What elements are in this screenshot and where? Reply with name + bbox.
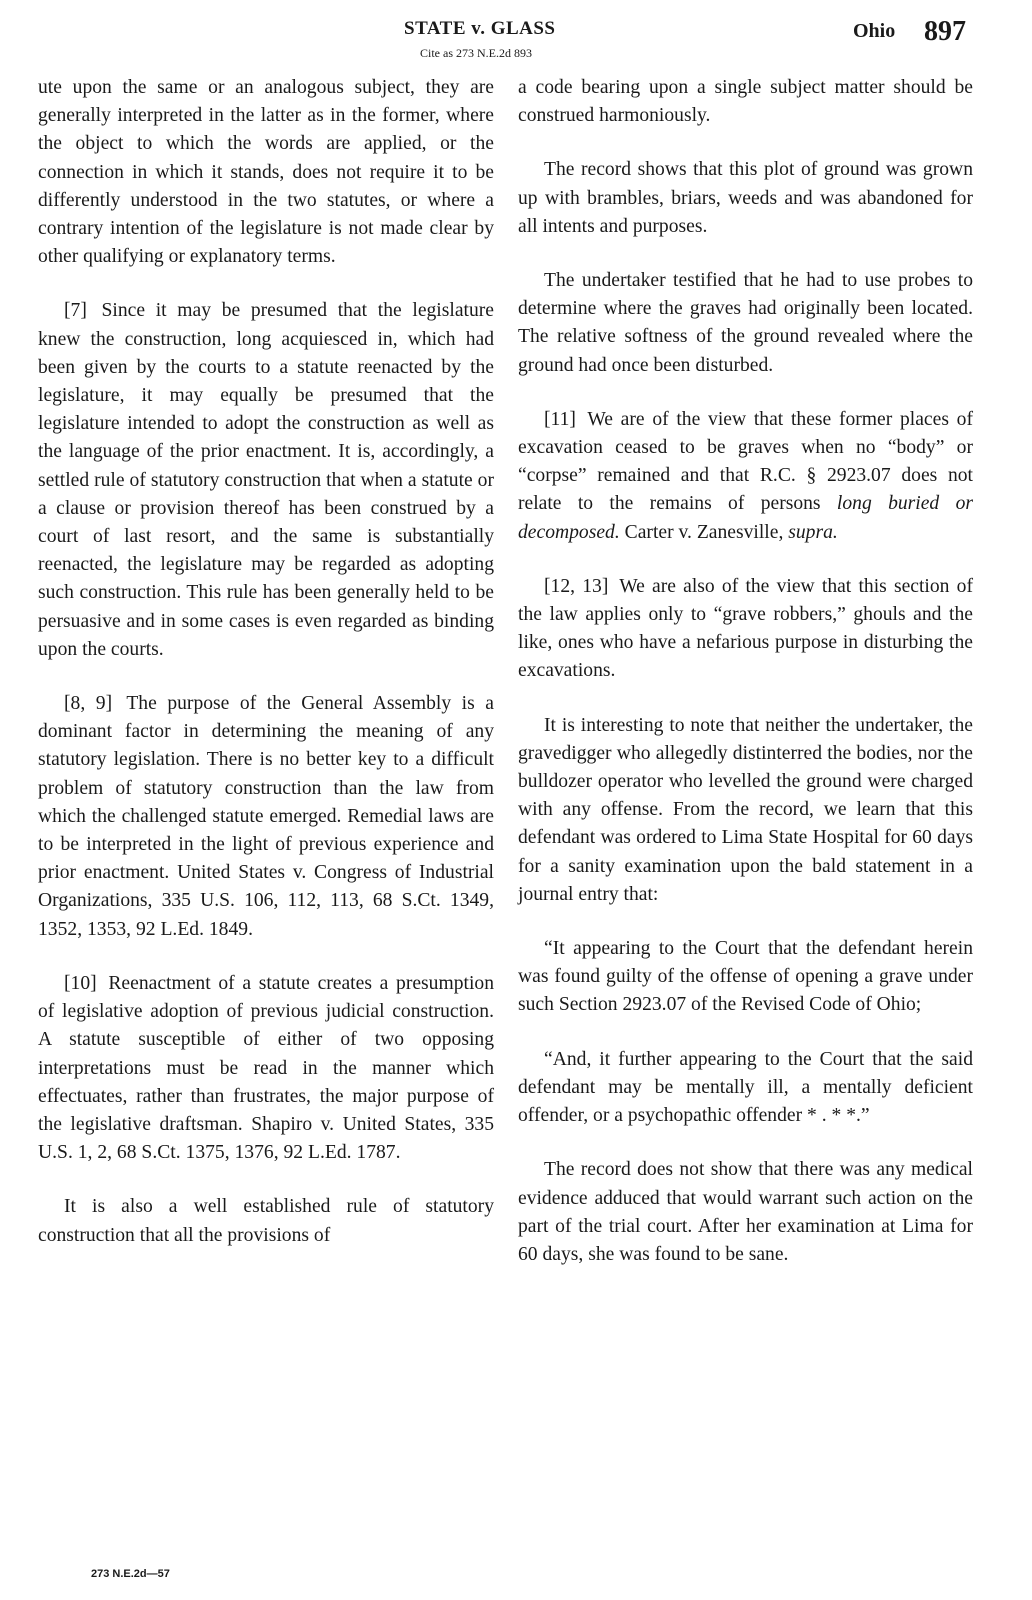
- paragraph: The record does not show that there was any medical evidence adduced that would warrant such action on the part of the trial court. After her examination at Lima for 60 days, she was found to be sane.: [518, 1159, 973, 1265]
- quoted-paragraph: “And, it further appearing to the Court that the said defendant may be mentally ill, a mentally deficient offender, or a psychopathic offender * . * *.”: [518, 1048, 973, 1127]
- paragraph: [38, 970, 494, 1167]
- headnote-number: [10]: [64, 972, 97, 994]
- paragraph-text: The purpose of the General Assembly is a dominant factor in determining the meaning of any statutory legislation. There is no better key to a difficult problem of statutory construction than the law from which the challenged statute emerged. Remedial laws are to be interpreted in the light of previous experience and prior enactment. United States v. Congress of Industrial Organizations, 335 U.S. 106, 112, 113, 68 S.Ct. 1349, 1352, 1353, 92 L.Ed. 1849.: [38, 693, 495, 940]
- case-title: STATE v. GLASS: [404, 18, 556, 39]
- quoted-paragraph: “It appearing to the Court that the defendant herein was found guilty of the offense of opening a grave under such Section 2923.07 of the Revised Code of Ohio;: [518, 938, 973, 1016]
- paragraph: [518, 573, 973, 686]
- right-column: [518, 74, 973, 1295]
- paragraph: [518, 406, 973, 547]
- paragraph-text: We are also of the view that this section of the law applies only to “grave robbers,” ghouls and the like, ones who have a nefarious purpose in disturbing the excavations.: [518, 575, 973, 682]
- paragraph: It is interesting to note that neither the undertaker, the gravedigger who allegedly distinterred the bodies, nor the bulldozer operator who levelled the ground were charged with any offense. From the record, we learn that this defendant was ordered to Lima State Hospital for 60 days for a sanity examination upon the bald statement in a journal entry that:: [518, 714, 973, 905]
- page-number: 897: [924, 16, 966, 47]
- paragraph: The record shows that this plot of ground was grown up with brambles, briars, weeds and was abandoned for all intents and purposes.: [518, 159, 973, 237]
- supra-text: supra.: [788, 521, 838, 543]
- paragraph: a code bearing upon a single subject matter should be construed harmoniously.: [518, 77, 973, 127]
- paragraph-text: We are of the view that these former places of excavation ceased to be graves when no “body” or “corpse” remained and that R.C. § 2923.07 does not relate to the remains of persons: [518, 408, 974, 515]
- state-name: Ohio: [853, 20, 896, 42]
- case-citation: Carter v. Zanesville,: [624, 521, 784, 543]
- page-footer-signature: 273 N.E.2d—57: [91, 1568, 170, 1580]
- paragraph: It is also a well established rule of statutory construction that all the provisions of: [38, 1196, 494, 1246]
- left-column: [38, 74, 494, 1276]
- paragraph: [38, 690, 494, 944]
- headnote-number: [7]: [64, 300, 87, 322]
- paragraph: The undertaker testified that he had to use probes to determine where the graves had originally been located. The relative softness of the ground revealed where the ground had once been disturbed.: [518, 270, 973, 376]
- emphasis-text: long buried or decomposed.: [518, 493, 973, 543]
- paragraph-text: Since it may be presumed that the legislature knew the construction, long acquiesced in, which had been given by the courts to a statute reenacted by the legislature, it may equally be presumed that the legislature intended to adopt the construction as well as the language of the prior enactment. It is, accordingly, a settled rule of statutory construction that when a statute or a clause or provision thereof has been construed by a court of last resort, and the same is substantially reenacted, the legislature may be regarded as adopting such construction. This rule has been generally held to be persuasive and in some cases is even regarded as binding upon the courts.: [38, 300, 494, 660]
- citation: Cite as 273 N.E.2d 893: [420, 46, 532, 60]
- paragraph-text: Reenactment of a statute creates a presumption of legislative adoption of previous judicial construction. A statute susceptible of either of two opposing interpretations must be read in the manner which effectuates, rather than frustrates, the major purpose of the legislative draftsman. Shapiro v. United States, 335 U.S. 1, 2, 68 S.Ct. 1375, 1376, 92 L.Ed. 1787.: [38, 972, 494, 1164]
- headnote-number: [8, 9]: [64, 693, 113, 715]
- headnote-number: [12, 13]: [544, 575, 609, 597]
- headnote-number: [11]: [544, 408, 576, 430]
- paragraph: ute upon the same or an analogous subject, they are generally interpreted in the latter as in the former, where the object to which the words are applied, or the connection in which it stands, does not require it to be differently understood in the two statutes, or where a contrary intention of the legislature is not made clear by other qualifying or explanatory terms.: [38, 77, 494, 268]
- paragraph: [38, 297, 494, 664]
